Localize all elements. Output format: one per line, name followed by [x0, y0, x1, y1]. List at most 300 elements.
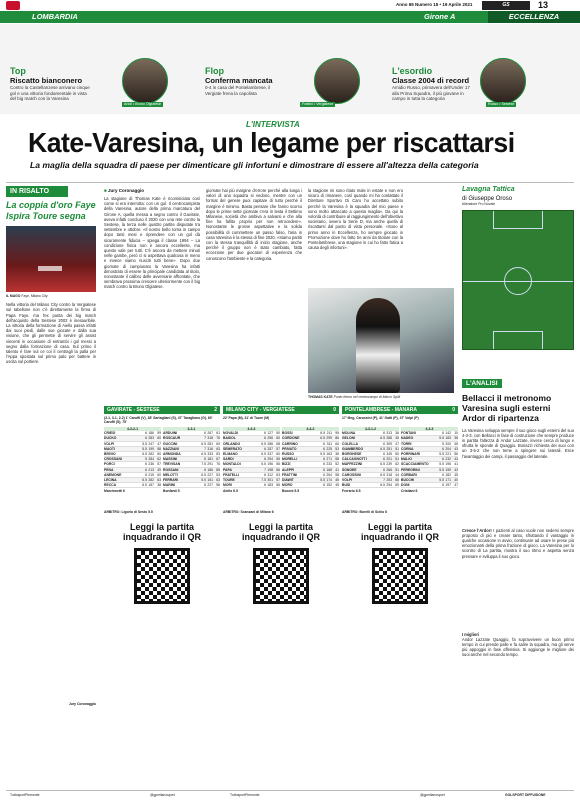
player-stat-a: 182	[445, 472, 451, 477]
player-stat-a: 337	[267, 452, 273, 457]
player-name: NOVALDI	[223, 431, 239, 436]
player-stat-a: 196	[445, 462, 451, 467]
player-grade: 5.5	[439, 462, 444, 467]
player-stat-b: 45	[395, 436, 399, 441]
player-stat-a: 239	[386, 462, 392, 467]
player-name: BOSSI	[282, 431, 293, 436]
player-stat-b: 95	[335, 431, 339, 436]
player-stat-a: 313	[386, 431, 392, 436]
player-grade: 6	[264, 436, 266, 441]
player-name: BUCCHI	[401, 478, 415, 483]
player-name: MALIO	[401, 457, 412, 462]
player-stat-a: 311	[326, 441, 332, 446]
player-name: SEMERATO	[223, 446, 242, 451]
player-stat-b: 60	[395, 452, 399, 457]
sidebar-headline: La coppia d'oro Faye Ispira Toure segna	[6, 200, 96, 221]
player-stat-b: 76	[216, 436, 220, 441]
section-band	[0, 11, 580, 23]
migliori-body: Andor Lazzate Quaggio, fa sopravvivere un buon primo tempo in cui prende palle e fa salire la squadra, ma gli serve più appoggio in fase offensiva. Si aggiunge le migliore dei suoi anche nel secondo tempo.	[462, 636, 574, 658]
player-stat-b: 38	[454, 436, 458, 441]
footer-rule	[6, 790, 574, 791]
player-name: BIZZI	[282, 462, 291, 467]
player-name: MASSINI	[163, 457, 178, 462]
match-column	[223, 406, 339, 776]
player-stat-a: 183	[445, 436, 451, 441]
player-name: MORELLI	[282, 457, 298, 462]
player-grade: 6.5	[261, 452, 266, 457]
referee: ARBITRO: Borelli di Schio 6	[342, 509, 388, 514]
player-stat-b: 63	[276, 472, 280, 477]
player-stat-a: 288	[386, 436, 392, 441]
divider	[6, 182, 574, 183]
analysis-box	[462, 372, 574, 762]
match-title: MILANO CITY - VERGIATESE	[226, 407, 295, 413]
player-grade: 6.5	[380, 446, 385, 451]
player-stat-b: 53	[335, 446, 339, 451]
player-stat-b: 50	[276, 431, 280, 436]
player-stat-b: 47	[157, 441, 161, 446]
player-name: ELMANO	[223, 452, 238, 457]
player-stat-b: 83	[216, 452, 220, 457]
player-name: FRATELLI	[223, 472, 240, 477]
player-name: TOURE	[223, 478, 235, 483]
player-stat-b: 56	[276, 483, 280, 488]
player-name: BUSI	[342, 483, 351, 488]
player-stat-a: 233	[326, 462, 332, 467]
player-grade: 6	[323, 467, 325, 472]
player-name: ANEMONE	[104, 472, 122, 477]
player-photo	[480, 58, 526, 104]
card-label: L'esordio	[392, 66, 433, 76]
footer-right: GOLSPORT DIFFUSIONE	[505, 793, 546, 797]
lineup-away	[282, 427, 339, 494]
footer-mid-right: @gpmilanosport	[420, 793, 445, 797]
match-title-bar	[342, 406, 458, 414]
player-name: TORRI	[401, 441, 412, 446]
player-stat-a: 171	[445, 478, 451, 483]
player-stat-b: 45	[454, 472, 458, 477]
player-stat-a: 345	[386, 452, 392, 457]
player-name: MORI	[223, 483, 232, 488]
player-row	[163, 483, 220, 488]
player-stat-a: 283	[148, 436, 154, 441]
page-number: 13	[538, 0, 549, 10]
lineup-away	[163, 427, 220, 494]
match-tables	[104, 406, 458, 776]
player-name: PORRINARI	[401, 452, 421, 457]
player-name: BRIVIO	[104, 452, 116, 457]
formation: 4-3-3	[223, 427, 280, 431]
player-stat-a: 284	[148, 457, 154, 462]
player-stat-b: 60	[216, 441, 220, 446]
footer-left: TuttosportPiemonte	[10, 793, 40, 797]
caption-label: THOMAS KATE	[308, 395, 333, 399]
player-name: DIAWIT	[282, 478, 294, 483]
migliori-label: I migliori	[462, 631, 480, 637]
headline: Kate-Varesina, un legame per riscattarsi	[28, 127, 515, 158]
sidebar-left	[6, 186, 96, 758]
player-grade: 6	[442, 483, 444, 488]
coach-row: Boconi 5.5	[282, 489, 300, 494]
player-stat-a: 316	[207, 446, 213, 451]
player-stat-b: 52	[335, 462, 339, 467]
coach-name: Giuseppe Oroso	[468, 196, 513, 202]
player-name: CARRINO	[282, 441, 298, 446]
player-grade: 6.5	[142, 483, 147, 488]
analysis-cresce	[462, 528, 574, 628]
logo-mark	[6, 1, 20, 10]
player-grade: 5.5	[439, 478, 444, 483]
player-name: COLELLA	[342, 441, 359, 446]
player-row	[104, 483, 161, 488]
coach-prefix: di	[462, 196, 467, 202]
coach-role: Allenatore Pro Novate	[462, 202, 496, 206]
player-stat-a: 267	[207, 431, 213, 436]
card-title: Classe 2004 di record	[392, 76, 470, 85]
player-grade: 5.5	[261, 462, 266, 467]
card-body: 0-4 in casa del Pontelambrese, il Vergiate frena la capolista	[205, 85, 271, 96]
player-stat-b: 44	[395, 472, 399, 477]
player-stat-a: 204	[445, 446, 451, 451]
player-grade: 6.5	[380, 483, 385, 488]
player-stat-b: 63	[216, 478, 220, 483]
player-stat-a: 236	[148, 462, 154, 467]
player-stat-b: 60	[335, 441, 339, 446]
player-name: ALEPPI	[282, 467, 295, 472]
byline	[104, 188, 144, 193]
player-name: ARMONDA	[163, 452, 181, 457]
player-grade: 6	[323, 462, 325, 467]
player-stat-a: 187	[148, 483, 154, 488]
player-grade: 6	[323, 483, 325, 488]
player-stat-b: 63	[216, 446, 220, 451]
player-stat-b: 60	[157, 436, 161, 441]
player-stat-a: 254	[326, 472, 332, 477]
player-stat-a: 227	[207, 472, 213, 477]
player-stat-a: 282	[148, 452, 154, 457]
player-name: FONTANI	[401, 431, 416, 436]
player-name: NADEO	[401, 436, 414, 441]
player-grade: 6	[204, 467, 206, 472]
player-name: MORO	[282, 483, 293, 488]
kicker: L'INTERVISTA	[246, 120, 300, 129]
player-grade: 6.5	[201, 452, 206, 457]
player-name: CAROSSINI	[342, 472, 361, 477]
tactics-box	[462, 186, 574, 366]
article-photo	[308, 288, 454, 393]
player-stat-a: 168	[326, 467, 332, 472]
analysis-headline: Bellacci il metronomo Varesina sugli esterni Ardor di ripartenza	[462, 393, 552, 424]
player-grade: 6.5	[320, 436, 325, 441]
player-name: CORNA	[401, 446, 414, 451]
player-grade: 6.5	[201, 472, 206, 477]
player-stat-b: 51	[395, 467, 399, 472]
player-grade: 7.5	[261, 478, 266, 483]
player-grade: 6.5	[261, 441, 266, 446]
player-name: PAPA	[223, 467, 232, 472]
player-stat-b: 57	[276, 446, 280, 451]
player-grade: 6.5	[380, 436, 385, 441]
player-name: ORLANDO	[223, 441, 241, 446]
player-stat-a: 198	[267, 467, 273, 472]
pitch-box-bottom	[493, 331, 543, 349]
article-col-1: La stagione di Thomas Kate è ricominciata così come si era interrotta: con un gol. Il centrocampista della Varesina, autore della prima marcatura del Girone A, quella messa a segno contro il Gavirate, aveva infatti concluso il 2020 con una rete contro la Sestese, la terza nelle quattro partite disputate tra settembre e ottobre. «Il nostro bello torna in campo dopo tanti mesi e riprendere con un gol dà sicuramente fiducia – spiega il classe 1994 – La condizione fisica non è ancora eccellente, ma questo vale per tutti. C'è ancora da mettere minuti nelle gambe, però ci si aspettava qualcosa in meno e invece siamo riusciti tutti bene». Dopo due giornate di campionato la Varesina ha infatti dimostrato di essere la principale candidata al titolo, nonostante il calibro delle avversarie affrontate, che sembrava prossima crescere ulteriormente con il big match contro la Bruno Olgiatese.	[104, 196, 200, 290]
player-name: RUSSO	[282, 452, 295, 457]
player-name: DONI	[401, 483, 410, 488]
player-grade: 6	[145, 436, 147, 441]
player-name: VOLPI	[104, 441, 115, 446]
player-photo	[122, 58, 168, 104]
player-grade: 6.5	[142, 478, 147, 483]
match-score: 0	[333, 407, 336, 413]
player-grade: 7	[264, 467, 266, 472]
player-stat-b: 63	[157, 478, 161, 483]
formation: 4-3-2-1	[104, 427, 161, 431]
player-grade: 6	[383, 441, 385, 446]
player-grade: 5.5	[201, 478, 206, 483]
player-stat-b: 57	[276, 478, 280, 483]
player-stat-a: 294	[386, 483, 392, 488]
player-name: FERRARI	[163, 478, 179, 483]
player-stat-a: 286	[267, 441, 273, 446]
match-title-bar	[223, 406, 339, 414]
player-stat-b: 59	[157, 431, 161, 436]
player-stat-a: 299	[326, 436, 332, 441]
player-grade: 6.5	[320, 431, 325, 436]
card-label: Top	[10, 66, 26, 76]
qr-cta: Leggi la partita inquadrando il QR	[123, 521, 201, 542]
lineup-home	[342, 427, 399, 494]
player-stat-a: 227	[207, 483, 213, 488]
player-name: GELONI	[342, 436, 355, 441]
player-stat-b: 41	[454, 462, 458, 467]
player-name: PENA	[104, 467, 114, 472]
analysis-body: La Varesina sviluppa sempre il suo gioco sugli esterni del suo 4-3-3, con Bellacci in fase di costruzione che sempre produce in partita l'altezza di Andor Lazzate, invece cerca di lungo e sfrutta le sponde di Quaggio. Bonazzi richiesta dei suoi con un 3-5-2 che non teme a spingere sui laterali. Esce l'avantaggio dei campi, il passaggio del laterale.	[462, 427, 574, 459]
match-score: 2	[214, 407, 217, 413]
player-stat-a: 152	[326, 483, 332, 488]
coach-row: Aiello 6.5	[223, 489, 238, 494]
top-cards	[0, 24, 580, 114]
player-stat-a: 186	[148, 431, 154, 436]
match-title-bar	[104, 406, 220, 414]
qr-code[interactable]	[134, 548, 190, 604]
masthead-logo: GS	[482, 1, 530, 10]
match-scorers: (3-1, 3-1, 2-2) 1' Caruffi (V), 38' Sartagliani (S), 47' Taragliano (G), 60' Caruffi (S), 75'	[104, 416, 213, 425]
category-label: ECCELLENZA	[508, 12, 560, 21]
player-stat-a: 318	[386, 472, 392, 477]
player-grade: 6	[442, 431, 444, 436]
player-stat-b: 66	[276, 467, 280, 472]
player-stat-b: 43	[454, 457, 458, 462]
player-name: MAFFEZZINI	[342, 462, 363, 467]
player-name: SONGEE	[342, 467, 357, 472]
player-grade: 6	[323, 457, 325, 462]
caption-text: Punto fermo nel centrocampo di Marco Spilli	[333, 395, 401, 399]
player-stat-a: 281	[207, 441, 213, 446]
player-stat-b: 58	[157, 446, 161, 451]
player-grade: 6	[323, 441, 325, 446]
player-stat-a: 257	[267, 446, 273, 451]
player-stat-b: 49	[157, 467, 161, 472]
player-stat-b: 36	[335, 452, 339, 457]
player-grade: 6.5	[142, 452, 147, 457]
article-col-3: la stagione mi sono ritato male in estate e non ero sicuro di rimanere, così quando mi ha contattato il Direttore Sportivo Di Caro ho accettato subito perché la Varesina è la squadra del mio paese e sono molto attaccato a questa maglia». Da qui la volontà di contribuire al raggiungimento dell'obiettivo societario, ovvero la Serie D, ma anche quella di riscattarsi dal punto di vista personale. «Sono al primo anno in Eccellenza, ho sempre giocato in Promozione dove ho fatto tre anni da titolare con la Pontelambrese, una stagione in cui ho fatto fatica a causa degli infortuni».	[308, 188, 403, 251]
player-row	[401, 483, 458, 488]
player-stat-b: 76	[216, 462, 220, 467]
player-grade: 6	[323, 472, 325, 477]
card-body: Contro la Castellanzese arrivano cinque gol e una vittoria fondamentale in vista del big match con la Varesina	[10, 85, 90, 101]
lineup-home	[104, 427, 161, 494]
player-grade: 6	[204, 431, 206, 436]
player-name: ROSSANI	[163, 467, 179, 472]
player-stat-b: 85	[216, 467, 220, 472]
caption-label: IL MAGO	[6, 294, 21, 298]
player-grade: 5.5	[320, 478, 325, 483]
player-stat-b: 86	[335, 436, 339, 441]
issue-info: Anno 65 Numero 15 • 19 Aprile 2021	[396, 2, 473, 7]
player-stat-a: 213	[148, 467, 154, 472]
player-grade: 6	[145, 431, 147, 436]
qr-code[interactable]	[372, 548, 428, 604]
player-stat-a: 312	[267, 472, 273, 477]
card-title: Riscatto bianconero	[10, 76, 83, 85]
player-name: CRIESI	[104, 431, 116, 436]
player-name: RECCA	[104, 483, 117, 488]
player-stat-a: 201	[386, 457, 392, 462]
player-grade: 6	[145, 467, 147, 472]
player-stat-a: 266	[386, 467, 392, 472]
player-name: GUCCINI	[163, 441, 178, 446]
player-grade: 6	[204, 483, 206, 488]
qr-cta: Leggi la partita inquadrando il QR	[361, 521, 439, 542]
footer-center: TuttosportPiemonte	[230, 793, 260, 797]
player-row	[223, 483, 280, 488]
player-stat-a: 199	[148, 446, 154, 451]
section-name: LOMBARDIA	[32, 12, 78, 21]
player-stat-b: 56	[454, 452, 458, 457]
player-grade: 6	[442, 472, 444, 477]
player-stat-a: 127	[267, 431, 273, 436]
match-column	[342, 406, 458, 776]
player-name: MONTALDI	[223, 462, 241, 467]
match-title: PONTELAMBRESE - MANARA	[345, 407, 417, 413]
player-grade: 6	[264, 472, 266, 477]
player-stat-a: 282	[148, 478, 154, 483]
player-name: PEREGRINI	[401, 467, 420, 472]
player-stat-b: 47	[454, 483, 458, 488]
player-grade: 7	[383, 478, 385, 483]
player-name: SARDI	[223, 457, 234, 462]
player-stat-b: 41	[335, 467, 339, 472]
player-name: NAZZIANI	[163, 446, 179, 451]
player-stat-a: 251	[386, 446, 392, 451]
player-stat-a: 333	[207, 452, 213, 457]
player-name: FRATTINI	[282, 472, 298, 477]
match-scorers: 22' Papa (M), 31' di Toure (M)	[223, 416, 270, 420]
player-name: CROSSANI	[104, 457, 122, 462]
player-stat-b: 67	[216, 457, 220, 462]
player-stat-a: 256	[267, 436, 273, 441]
match-score: 0	[452, 407, 455, 413]
pitch-box-top	[493, 211, 543, 229]
player-name: GIAMBERDO	[342, 446, 364, 451]
tactics-label: Lavagna Tattica	[462, 186, 515, 193]
player-stat-b: 55	[276, 457, 280, 462]
player-stat-b: 38	[157, 483, 161, 488]
cresce-body: I pazienti al caso vuole non sedersi sempre proposto di più e creare tanto, sfruttando il vantaggio in qualche occasione in avvio, continuare ad usare le prese più emozionanti della prima frazione di gioco. La Varesina per lo scontro di La partita, mostra il suo ritmo e aspetta senza pressare e sviluppa il suo gioco.	[462, 527, 574, 559]
player-name: DUCKO	[104, 436, 117, 441]
player-stat-b: 62	[395, 462, 399, 467]
coach-row: Ferrario 6.5	[342, 489, 361, 494]
player-grade: 6	[383, 431, 385, 436]
footer-mid-left: @gpmilanosport	[150, 793, 175, 797]
player-grade: 6.5	[380, 472, 385, 477]
player-grade: 5.5	[142, 446, 147, 451]
player-stat-a: 196	[267, 462, 273, 467]
lineup-home	[223, 427, 280, 494]
player-stat-b: 62	[157, 457, 161, 462]
player-photo	[314, 58, 360, 104]
qr-code[interactable]	[253, 548, 309, 604]
category-badge	[488, 11, 580, 23]
player-name: PRIVATO	[282, 446, 297, 451]
player-grade: 6	[323, 446, 325, 451]
player-stat-b: 36	[395, 431, 399, 436]
pitch-circle	[504, 267, 532, 295]
player-grade: 6	[264, 457, 266, 462]
player-stat-a: 211	[326, 431, 332, 436]
player-grade: 7	[204, 436, 206, 441]
player-name: TREVISAN	[163, 462, 181, 467]
player-stat-a: 142	[445, 431, 451, 436]
player-stat-b: 51	[395, 457, 399, 462]
player-name: ARDUINI	[163, 431, 178, 436]
player-stat-a: 186	[207, 467, 213, 472]
player-stat-b: 58	[335, 457, 339, 462]
match-title: GAVIRATE - SESTESE	[107, 407, 160, 413]
player-grade: 7.5	[201, 462, 206, 467]
player-grade: 6	[383, 457, 385, 462]
player-stat-b: 43	[454, 446, 458, 451]
player-stat-b: 51	[395, 446, 399, 451]
jersey-logo	[38, 266, 62, 271]
player-stat-b: 53	[216, 472, 220, 477]
player-stat-a: 253	[386, 478, 392, 483]
player-stat-a: 225	[326, 446, 332, 451]
player-name: MARINI	[163, 483, 176, 488]
player-grade: 6	[383, 452, 385, 457]
player-stat-a: 159	[445, 467, 451, 472]
match-column	[104, 406, 220, 776]
article-photo-caption	[308, 395, 458, 399]
formation: 4-3-3	[401, 427, 458, 431]
player-stat-b: 56	[216, 483, 220, 488]
player-tag: Russo • Sestese	[488, 102, 515, 106]
player-stat-a: 183	[267, 483, 273, 488]
player-grade: 5	[145, 457, 147, 462]
analysis-migliori	[462, 632, 574, 722]
player-name: LECINA	[104, 478, 117, 483]
player-grade: 5.5	[320, 452, 325, 457]
qr-cta: Leggi la partita inquadrando il QR	[242, 521, 320, 542]
subhead: La maglia della squadra di paese per dimenticare gli infortuni e dimostrare di essere all'altezza della categoria	[30, 160, 479, 170]
player-stat-a: 294	[267, 457, 273, 462]
player-stat-b: 10	[454, 431, 458, 436]
player-name: PORCI	[104, 462, 115, 467]
player-stat-a: 291	[207, 462, 213, 467]
player-stat-a: 181	[207, 457, 213, 462]
card-title: Conferma mancata	[205, 76, 273, 85]
